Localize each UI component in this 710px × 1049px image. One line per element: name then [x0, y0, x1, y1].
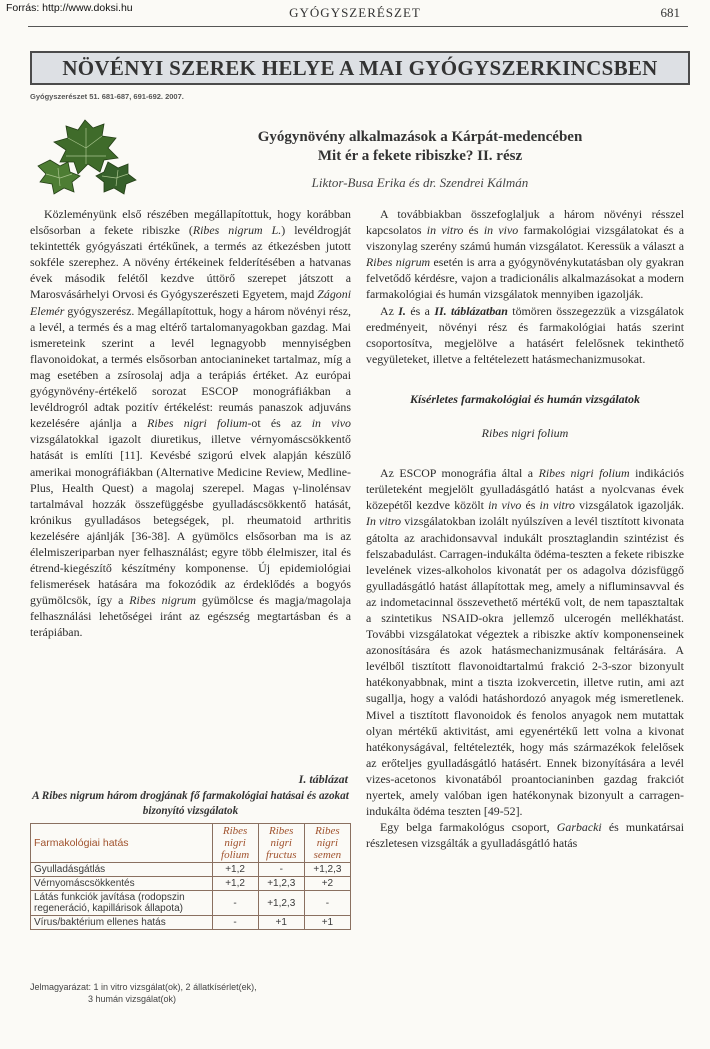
citation: Gyógyszerészet 51. 681-687, 691-692. 2007. — [30, 92, 184, 101]
table-label: I. táblázat — [298, 772, 348, 786]
legend-line: Jelmagyarázat: 1 in vitro vizsgálat(ok), 2 állatkísérlet(ek), — [30, 982, 257, 992]
right-paragraph: A továbbiakban összefoglaljuk a három növényi résszel kapcsolatos in vitro és in vivo farmakológiai vizsgálatokat és a viszonylag szerény számú humán vizsgálatot. Keressük a választ a Ribes nigrum esetén is arra a gyógynövénykutatásban oly gyakran felvetődő kérdésre, vajon a tradicionális alkalmazásokat a modern farmakológiai és humán vizsgálatok mennyiben igazolják. — [366, 207, 684, 302]
table-cell: - — [258, 863, 304, 877]
table-header-cell: Ribes nigri fructus — [258, 824, 304, 863]
right-column — [366, 206, 684, 851]
table-cell: +1,2,3 — [258, 891, 304, 916]
section-subheading: Ribes nigri folium — [481, 426, 569, 441]
table-legend — [30, 982, 360, 1005]
article-title-line2: Mit ér a fekete ribiszke? II. rész — [317, 148, 523, 164]
left-column — [30, 206, 351, 641]
table-cell: - — [212, 891, 258, 916]
table-cell: +1 — [258, 916, 304, 930]
header-rule — [28, 26, 688, 27]
table-cell: Gyulladásgátlás — [31, 863, 213, 877]
section-heading: Kísérletes farmakológiai és humán vizsgálatok — [409, 391, 640, 406]
table-cell: +1,2,3 — [258, 877, 304, 891]
table-cell: +1,2,3 — [304, 863, 350, 877]
table-header-cell: Ribes nigri folium — [212, 824, 258, 863]
right-paragraph: Az I. és a II. táblázatban tömören összegezzük a vizsgálatok eredményeit, növényi rész és farmakológiai hatás szerint csoportosítva, megjelölve a hatásért felelősnek tekinthető vegyületeket, illetve a feltételezett hatásmechanizmusokat. — [366, 303, 685, 366]
table-cell: Látás funkciók javítása (rodopszin regeneráció, kapillárisok állapota) — [31, 891, 213, 916]
table-cell: +1,2 — [212, 877, 258, 891]
table-row — [31, 891, 351, 916]
right-paragraph: Egy belga farmakológus csoport, Garbacki és munkatársai részletesen vizsgálták a gyulladásgátló hatás — [366, 820, 684, 851]
article-authors: Liktor-Busa Erika és dr. Szendrei Kálmán — [311, 175, 529, 190]
table-row — [31, 863, 351, 877]
table-cell: - — [212, 916, 258, 930]
table-cell: Vérnyomáscsökkentés — [31, 877, 213, 891]
legend-line: 3 humán vizsgálat(ok) — [88, 993, 177, 1004]
table-cell: +1 — [304, 916, 350, 930]
article-title — [190, 128, 650, 166]
table-cell: +1,2 — [212, 863, 258, 877]
table-caption: A Ribes nigrum három drogjának fő farmakológiai hatásai és azokat bizonyító vizsgálatok — [32, 790, 349, 817]
journal-name: GYÓGYSZERÉSZET — [289, 5, 421, 20]
left-paragraph: Közleményünk első részében megállapítottuk, hogy korábban elsősorban a fekete ribiszke (Ribes nigrum L.) levéldrogját tekintették gyógyászati értékűnek, a termés az étkezésben jutott sokféle szerephez. A növény értékeinek felderítésében a hatvanas évek második felétől kezdve úttörő szerepet játszott a Marosvásárhelyi Orvosi és Gyógyszerészeti Egyetem, majd Zágoni Elemér gyógyszerész. Megállapítottuk, hogy a három növényi rész, a levél, a termés és a mag eltérő tartalomanyagokban gazdag. Mai ismereteink szerint a levél legnagyobb mennyiségben flavonoidokat, a termés elsősorban antocianineket tartalmaz, míg a mag esetében a zsírosolaj adja a terápiás értéket. Az európai gyógynövény-értékelő sorozat ESCOP monográfiákban a levéldrogról adtak pozitív értékelést: reumás panaszok adjuváns kezelésére ajánlja a Ribes nigri folium-ot és az in vivo vizsgálatokkal igazolt diuretikus, illetve vérnyomáscsökkentő hatását is említi [11]. Kevésbé szigorú elvek alapján készülő amerikai monográfiákban (Alternative Medicine Review, Medline-Plus, Health Quest) a magolaj szerepel. Magas γ-linolénsav tartalmával hozzák összefüggésbe gyulladáscsökkentő hatását, krónikus gyulladásos betegségek, pl. rheumatoid arthritis kezelésére ajánlják [36-38]. A gyümölcs elsősorban ma is az élelmiszeriparban nyer felhasználást; egyre több élelmiszer, ital és étrend-kiegészítő készítmény komponense. Új epidemiológiai felismerések hatására ma fokozódik az érdeklődés a bogyós gyümölcsök, így a Ribes nigrum gyümölcse és magja/magolaja felhasználási lehetőségei iránt az egészség megtartásban és a terápiában. — [30, 207, 351, 640]
section-title: NÖVÉNYI SZEREK HELYE A MAI GYÓGYSZERKINCSBEN — [30, 51, 690, 85]
table-row — [31, 877, 351, 891]
table-cell: - — [304, 891, 350, 916]
table-cell: Vírus/baktérium ellenes hatás — [31, 916, 213, 930]
table-header-cell: Farmakológiai hatás — [31, 824, 213, 863]
table-header-row — [31, 824, 351, 863]
table-row — [31, 916, 351, 930]
right-paragraph: Az ESCOP monográfia által a Ribes nigri folium indikációs területeként megjelölt gyulladásgátló hatást a nyolcvanas évek közepétől kezdve közölt in vivo és in vitro vizsgálatok igazolják. In vitro vizsgálatokban izolált nyúlszíven a levél tisztított kivonata gátolta az arachidonsavval indukált prosztaglandin szintézist és felszabadulást. Carragen-indukálta ödéma-teszten a fekete ribiszke levelének vizes-alkoholos kivonatát per os adagolva dózisfüggő gyulladásgátló hatást állapítottak meg, amely a nifluminsavval és az indometacinnal összevethető mértékű volt, de nem tapasztaltak a szintetikus NSAID-okra jellemző ulcerogén mellékhatást. További vizsgálatokat végeztek a ribiszke aktív komponenseinek azonosítására és azok hatásmechanizmusának feltárására. A levélből tisztított flavonoidtartalmú frakció 2-3-szor bizonyult hatékonyabbnak, mint a tiszta izokvercetin, illetve rutin, ami azt sugallja, hogy a valódi hatáshordozó anyagok még ismeretlenek. Mivel a tisztított flavonoidok és fenolos anyagok nem mutattak olyan mértékű aktivitást, ami egyenértékű lett volna a kivonat hatékonyságával, feltételezték, hogy más származékok felelősek az erőteljes gyulladásgátló hatásért. Ennek bizonyítására a levél vizes-acetonos kivonatából proantocianinben gazdag frakciót nyertek, amely valóban igen hatékonynak bizonyult a carragen-indukálta ödéma teszten [49-52]. — [366, 466, 685, 819]
blackcurrant-leaf-icon — [30, 112, 140, 197]
page-number: 681 — [660, 5, 680, 20]
pharmacology-table — [30, 823, 351, 930]
table-cell: +2 — [304, 877, 350, 891]
source-link[interactable]: Forrás: http://www.doksi.hu — [6, 2, 133, 14]
table-header-cell: Ribes nigri semen — [304, 824, 350, 863]
article-title-line1: Gyógynövény alkalmazások a Kárpát-medencében — [257, 129, 583, 145]
